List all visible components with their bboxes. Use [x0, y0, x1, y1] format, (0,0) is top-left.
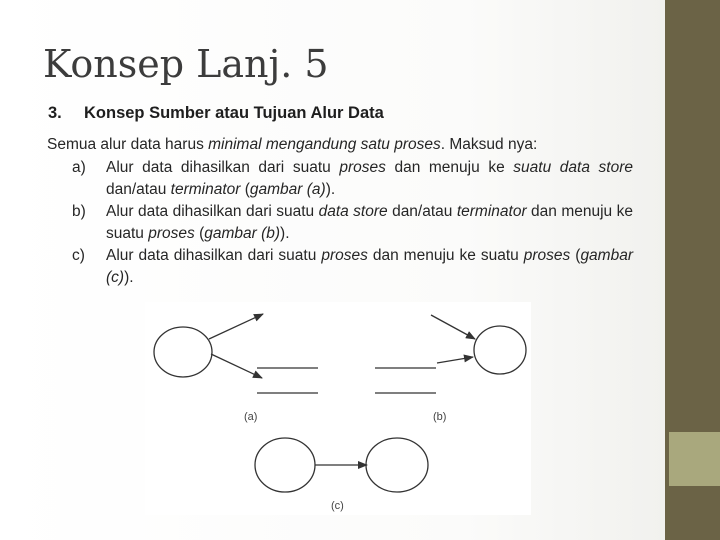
- list-item: [68, 157, 633, 201]
- list-marker: c): [72, 247, 85, 264]
- text-segment: Alur data dihasilkan dari suatu: [106, 159, 340, 176]
- text-segment: Alur data dihasilkan dari suatu: [106, 247, 322, 264]
- intro-suffix: . Maksud nya:: [440, 136, 538, 153]
- text-emphasis: proses: [523, 247, 571, 264]
- text-emphasis: terminator: [456, 203, 527, 220]
- process-a-circle: [154, 327, 212, 377]
- text-segment: (: [240, 181, 250, 198]
- text-segment: ).: [325, 181, 336, 198]
- list-item: [68, 201, 633, 245]
- text-segment: (: [570, 247, 581, 264]
- caption-c: (c): [331, 500, 344, 512]
- text-segment: dan menuju ke: [385, 159, 514, 176]
- text-segment: dan menuju ke suatu: [106, 203, 633, 242]
- text-segment: ).: [124, 269, 134, 286]
- text-emphasis: suatu data store: [513, 159, 633, 176]
- text-emphasis: proses: [339, 159, 386, 176]
- text-segment: dan menuju ke suatu: [367, 247, 524, 264]
- process-c-right-circle: [366, 438, 428, 492]
- dfd-diagram: [145, 302, 531, 515]
- intro-emphasis: minimal mengandung satu proses: [208, 136, 441, 153]
- text-segment: dan/atau: [387, 203, 457, 220]
- intro-prefix: Semua alur data harus: [47, 136, 209, 153]
- process-c-left-circle: [255, 438, 315, 492]
- section-heading: [48, 104, 384, 123]
- slide-title: Konsep Lanj. 5: [43, 42, 329, 86]
- flow-arrow-a-bottom: [211, 354, 262, 378]
- list-item: [68, 245, 633, 289]
- text-emphasis: data store: [318, 203, 388, 220]
- caption-a: (a): [244, 411, 258, 423]
- caption-b: (b): [433, 411, 447, 423]
- concept-list: [68, 157, 633, 289]
- text-emphasis: gambar (a): [249, 181, 326, 198]
- section-number: 3.: [48, 104, 62, 122]
- list-marker: b): [72, 203, 86, 220]
- text-segment: ).: [280, 225, 290, 242]
- side-accent-block: [669, 432, 720, 486]
- section-heading-text: Konsep Sumber atau Tujuan Alur Data: [84, 104, 384, 122]
- text-emphasis: terminator: [170, 181, 241, 198]
- list-marker: a): [72, 159, 86, 176]
- text-segment: (: [194, 225, 205, 242]
- flow-arrow-a-top: [209, 314, 263, 339]
- flow-arrow-b-top: [431, 315, 475, 339]
- text-emphasis: gambar (c): [106, 247, 633, 286]
- dfd-figure: [145, 302, 531, 515]
- text-segment: dan/atau: [106, 181, 171, 198]
- text-emphasis: proses: [321, 247, 368, 264]
- text-emphasis: proses: [148, 225, 195, 242]
- process-b-circle: [474, 326, 526, 374]
- flow-arrow-b-bottom: [437, 357, 473, 363]
- text-emphasis: gambar (b): [204, 225, 281, 242]
- intro-paragraph: [47, 134, 647, 156]
- text-segment: Alur data dihasilkan dari suatu: [106, 203, 319, 220]
